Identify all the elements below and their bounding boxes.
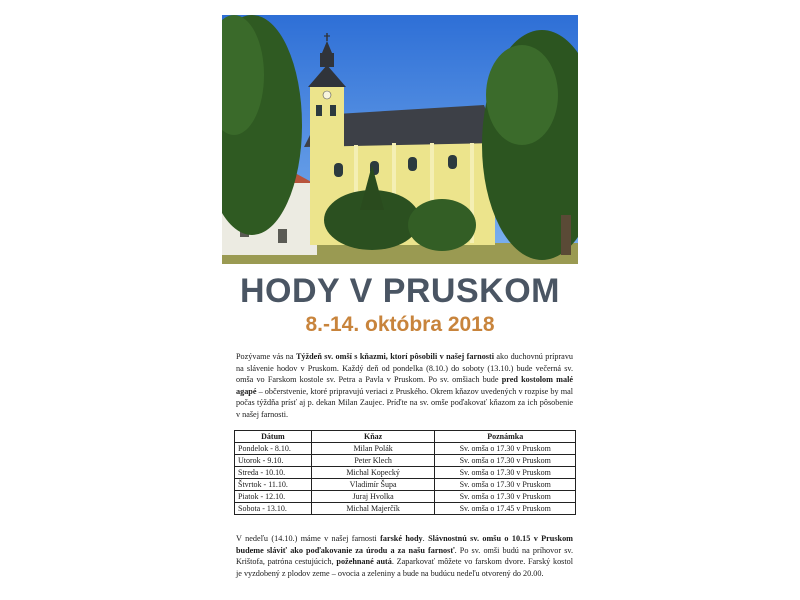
event-dates: 8.-14. októbra 2018 xyxy=(305,313,495,336)
page-title: HODY V PRUSKOM xyxy=(240,272,560,310)
priest-cell: Juraj Hvolka xyxy=(311,491,435,503)
priest-cell: Peter Klech xyxy=(311,455,435,467)
date-cell: Utorok - 9.10. xyxy=(235,455,312,467)
note-cell: Sv. omša o 17.30 v Pruskom xyxy=(435,455,576,467)
note-cell: Sv. omša o 17.30 v Pruskom xyxy=(435,443,576,455)
column-header-priest: Kňaz xyxy=(311,431,435,443)
date-cell: Piatok - 12.10. xyxy=(235,491,312,503)
note-cell: Sv. omša o 17.30 v Pruskom xyxy=(435,479,576,491)
note-cell: Sv. omša o 17.30 v Pruskom xyxy=(435,467,576,479)
table-row xyxy=(235,479,576,491)
table-row xyxy=(235,467,576,479)
closing-paragraph: V nedeľu (14.10.) máme v našej farnosti farské hody. Slávnostnú sv. omšu o 10.15 v Pruskom budeme sláviť ako poďakovanie za úrodu a za našu farnosť. Po sv. omši budú na príhovor sv. Krištofa, patróna cestujúcich, požehnané autá. Zaparkovať môžete vo farskom dvore. Farský kostol je vyzdobený z plodov zeme – ovocia a zeleniny a bude na budúcu nedeľu otvorený do 20.00. xyxy=(236,534,574,578)
priest-cell: Milan Polák xyxy=(311,443,435,455)
priest-cell: Michal Kopecký xyxy=(311,467,435,479)
table-row xyxy=(235,455,576,467)
priest-cell: Vladimír Šupa xyxy=(311,479,435,491)
note-cell: Sv. omša o 17.45 v Pruskom xyxy=(435,503,576,515)
column-header-date: Dátum xyxy=(235,431,312,443)
table-row xyxy=(235,443,576,455)
date-cell: Štvrtok - 11.10. xyxy=(235,479,312,491)
table-row xyxy=(235,491,576,503)
date-cell: Streda - 10.10. xyxy=(235,467,312,479)
table-header-row xyxy=(235,431,576,443)
date-cell: Sobota - 13.10. xyxy=(235,503,312,515)
priest-cell: Michal Majerčík xyxy=(311,503,435,515)
table-row xyxy=(235,503,576,515)
date-cell: Pondelok - 8.10. xyxy=(235,443,312,455)
intro-paragraph: Pozývame vás na Týždeň sv. omší s kňazmi, ktorí pôsobili v našej farnosti ako duchovnú prípravu na slávenie hodov v Pruskom. Každý deň od pondelka (8.10.) do soboty (13.10.) bude večerná sv. omša vo Farskom kostole sv. Petra a Pavla v Pruskom. Po sv. omšiach bude pred kostolom malé agapé – občerstvenie, ktoré pripravujú veriaci z Pruského. Okrem kňazov uvedených v rozpise by mal počas týždňa prísť aj p. dekan Milan Zaujec. Príďte na sv. omše poďakovať kňazom za ich pôsobenie v našej farnosti. xyxy=(236,352,574,419)
schedule-table xyxy=(234,430,576,515)
church-photo xyxy=(222,15,578,264)
column-header-note: Poznámka xyxy=(435,431,576,443)
note-cell: Sv. omša o 17.30 v Pruskom xyxy=(435,491,576,503)
